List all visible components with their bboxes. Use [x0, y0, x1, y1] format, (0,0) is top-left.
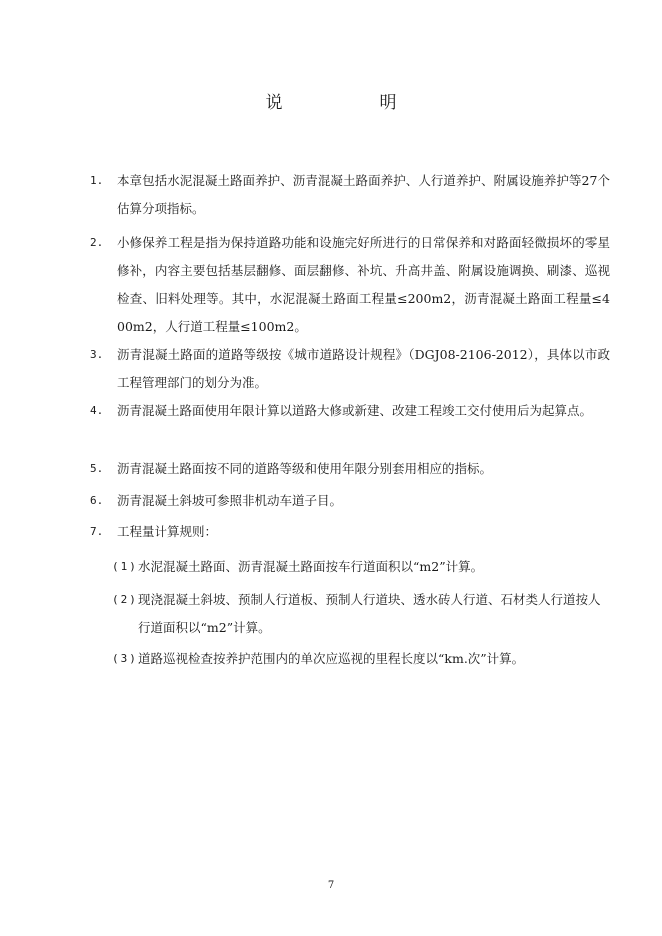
- sub-item-number: (2): [112, 593, 138, 606]
- list-item-4: [90, 397, 610, 425]
- list-item-1: [90, 167, 610, 223]
- item-text: 沥青混凝土路面的道路等级按《城市道路设计规程》（DGJ08-2106-2012），具体以市政工程管理部门的划分为准。: [117, 347, 610, 390]
- item-text: 工程量计算规则：: [117, 524, 218, 539]
- item-number: 3.: [90, 348, 104, 361]
- sub-item-number: (1): [112, 560, 138, 573]
- sub-item-text: 现浇混凝土斜坡、预制人行道板、预制人行道块、透水砖人行道、石材类人行道按人行道面积以“m2”计算。: [138, 592, 601, 635]
- item-number: 2.: [90, 236, 104, 249]
- item-number: 5.: [90, 462, 104, 475]
- sub-item-1: [112, 553, 610, 581]
- list-item-2: [90, 229, 610, 341]
- sub-item-text: 水泥混凝土路面、沥青混凝土路面按车行道面积以“m2”计算。: [138, 559, 484, 574]
- list-item-3: [90, 341, 610, 397]
- item-text: 沥青混凝土路面使用年限计算以道路大修或新建、改建工程竣工交付使用后为起算点。: [117, 403, 593, 418]
- sub-item-text: 道路巡视检查按养护范围内的单次应巡视的里程长度以“km.次”计算。: [138, 651, 525, 666]
- sub-item-2: [112, 586, 610, 642]
- sub-item-3: [112, 645, 610, 673]
- item-number: 1.: [90, 174, 104, 187]
- item-text: 沥青混凝土斜坡可参照非机动车道子目。: [117, 493, 343, 508]
- item-text: 本章包括水泥混凝土路面养护、沥青混凝土路面养护、人行道养护、附属设施养护等27个估算分项指标。: [117, 173, 610, 216]
- sub-item-number: (3): [112, 652, 138, 665]
- page-title: 说 明: [265, 93, 437, 113]
- list-item-7: [90, 518, 610, 546]
- item-number: 7.: [90, 525, 104, 538]
- item-text: 沥青混凝土路面按不同的道路等级和使用年限分别套用相应的指标。: [117, 461, 493, 476]
- item-number: 6.: [90, 494, 104, 507]
- list-item-6: [90, 487, 610, 515]
- list-item-5: [90, 455, 610, 483]
- item-number: 4.: [90, 404, 104, 417]
- item-text: 小修保养工程是指为保持道路功能和设施完好所进行的日常保养和对路面轻微损坏的零星修补，内容主要包括基层翻修、面层翻修、补坑、升高井盖、附属设施调换、刷漆、巡视检查、旧料处理等。其中，水泥混凝土路面工程量≤200m2，沥青混凝土路面工程量≤400m2，人行道工程量≤100m2。: [117, 235, 610, 334]
- page-number: 7: [327, 880, 335, 891]
